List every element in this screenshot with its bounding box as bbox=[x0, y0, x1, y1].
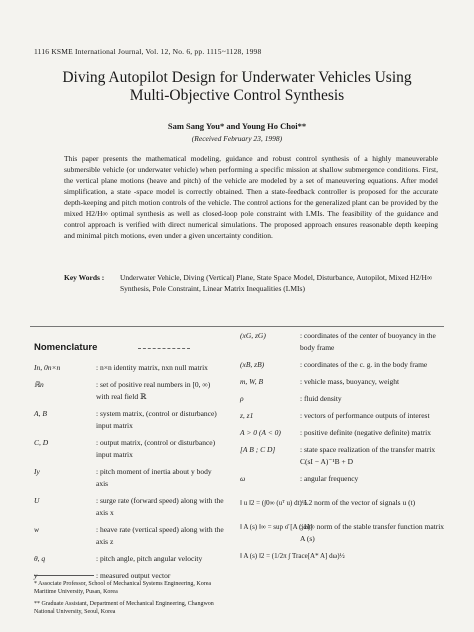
definition: : surge rate (forward speed) along with the axis x bbox=[96, 496, 224, 517]
nomenclature-entry bbox=[34, 362, 224, 374]
definition: : set of positive real numbers in [0, ∞) with real field ℝ bbox=[96, 380, 211, 401]
section-divider bbox=[30, 326, 444, 327]
definition: : state space realization of the transfer matrix C(sI − A)⁻¹B + D bbox=[300, 445, 436, 466]
keywords-label: Key Words : bbox=[64, 273, 105, 282]
symbol: ρ bbox=[240, 394, 244, 403]
symbol: ‖ u ‖2 = (∫0∞ (uᵀ u) dt)½ bbox=[240, 499, 308, 507]
symbol: ℝn bbox=[34, 380, 44, 389]
symbol: θ, q bbox=[34, 554, 46, 563]
symbol: [A B ; C D] bbox=[240, 445, 276, 454]
definition: : measured output vector bbox=[96, 571, 171, 580]
definition: : system matrix, (control or disturbance) input matrix bbox=[96, 409, 217, 430]
symbol: m, W, B bbox=[240, 377, 264, 386]
abstract: This paper presents the mathematical modeling, guidance and robust control synthesis of a highly maneuverable submersible vehicle (or underwater vehicle) when performing a specific mission at shallow submergence conditions. First, the vertical plane motions (heave and pitch) of the vehicle are modeled by a set of maneuvering equations. After model simplification, a state -space model is correctly obtained. Then a state-feedback controller is proposed for the accurate depth-keeping and pitch motion controls of the vehicle. The control actions for the generalized plant can be provided by the mixed H2/H∞ optimal synthesis as well as closed-loop pole constraint with LMIs. The feasibility of the guidance and control approach is verified with direct numerical simulations. The proposed approach ensures reasonable depth keeping and minimal pitch motions, even under a given uncertainty condition. bbox=[64, 154, 438, 240]
nomenclature-entry bbox=[34, 379, 224, 403]
definition: : coordinates of the c. g. in the body frame bbox=[300, 360, 428, 369]
nomenclature-left-column bbox=[34, 362, 224, 587]
nomenclature-entry bbox=[34, 524, 224, 548]
nomenclature-entry bbox=[240, 359, 448, 371]
symbol: z, z1 bbox=[240, 411, 254, 420]
nomenclature-entry bbox=[240, 497, 448, 509]
paper-title-line-2: Multi-Objective Control Synthesis bbox=[129, 87, 345, 104]
nomenclature-entry bbox=[240, 410, 448, 422]
definition: : H∞ norm of the stable transfer function matrix A (s) bbox=[300, 522, 445, 543]
definition: : vectors of performance outputs of interest bbox=[300, 411, 430, 420]
footnote: ** Graduate Assistant, Department of Mechanical Engineering, Changwon National University, Seoul, Korea bbox=[34, 601, 214, 615]
symbol: ω bbox=[240, 474, 246, 483]
nomenclature-entry bbox=[240, 444, 448, 468]
symbol: (xG, zG) bbox=[240, 331, 266, 340]
symbol: w bbox=[34, 525, 40, 534]
nomenclature-entry bbox=[240, 330, 448, 354]
nomenclature-entry bbox=[240, 376, 448, 388]
nomenclature-underline bbox=[138, 348, 190, 349]
definition: : output matrix, (control or disturbance) input matrix bbox=[96, 438, 216, 459]
nomenclature-entry bbox=[34, 408, 224, 432]
nomenclature-entry bbox=[34, 466, 224, 490]
nomenclature-title: Nomenclature bbox=[34, 342, 98, 353]
nomenclature-entry bbox=[34, 553, 224, 565]
nomenclature-entry bbox=[240, 427, 448, 439]
symbol: (xB, zB) bbox=[240, 360, 265, 369]
nomenclature-entry bbox=[240, 521, 448, 545]
definition: : angular frequency bbox=[300, 474, 359, 483]
footnote-divider bbox=[34, 575, 94, 576]
symbol: ‖ A (s) ‖∞ = sup σ̄ [A (jω)] bbox=[240, 523, 313, 531]
definition: : pitch moment of inertia about y body axis bbox=[96, 467, 212, 488]
authors: Sam Sang You* and Young Ho Choi** bbox=[167, 121, 307, 131]
symbol: ‖ A (s) ‖2 = (1/2π ∫ Trace[A* A] dω)½ bbox=[240, 552, 345, 560]
definition: : positive definite (negative definite) matrix bbox=[300, 428, 431, 437]
definition: : heave rate (vertical speed) along with the axis z bbox=[96, 525, 224, 546]
received-date: (Received February 23, 1998) bbox=[191, 134, 283, 143]
symbol: A, B bbox=[34, 409, 47, 418]
symbol: C, D bbox=[34, 438, 49, 447]
footnotes bbox=[34, 580, 222, 620]
footnote: * Associate Professor, School of Mechanical Systems Engineering, Korea Maritime University, Pusan, Korea bbox=[34, 581, 212, 595]
nomenclature-entry bbox=[34, 437, 224, 461]
nomenclature-entry bbox=[240, 393, 448, 405]
definition: : L2 norm of the vector of signals u (t) bbox=[300, 498, 416, 507]
journal-header: 1116 KSME International Journal, Vol. 12, No. 6, pp. 1115~1128, 1998 bbox=[34, 47, 262, 56]
definition: : n×n identity matrix, nxn null matrix bbox=[96, 363, 208, 372]
symbol: Iy bbox=[34, 467, 40, 476]
definition: : fluid density bbox=[300, 394, 342, 403]
nomenclature-entry bbox=[34, 495, 224, 519]
paper-title-line-1: Diving Autopilot Design for Underwater Vehicles Using bbox=[62, 69, 412, 86]
symbol: In, 0n×n bbox=[34, 363, 61, 372]
symbol: A > 0 (A < 0) bbox=[240, 428, 281, 437]
nomenclature-entry bbox=[240, 473, 448, 485]
definition: : pitch angle, pitch angular velocity bbox=[96, 554, 203, 563]
symbol: U bbox=[34, 496, 40, 505]
keywords bbox=[64, 272, 438, 294]
definition: : vehicle mass, buoyancy, weight bbox=[300, 377, 400, 386]
keywords-text: Underwater Vehicle, Diving (Vertical) Plane, State Space Model, Disturbance, Autopilot, Mixed H2/H∞ Synthesis, Pole Constraint, Linear Matrix Inequalities (LMIs) bbox=[120, 273, 433, 293]
definition: : coordinates of the center of buoyancy in the body frame bbox=[300, 331, 436, 352]
nomenclature-right-column bbox=[240, 330, 448, 560]
